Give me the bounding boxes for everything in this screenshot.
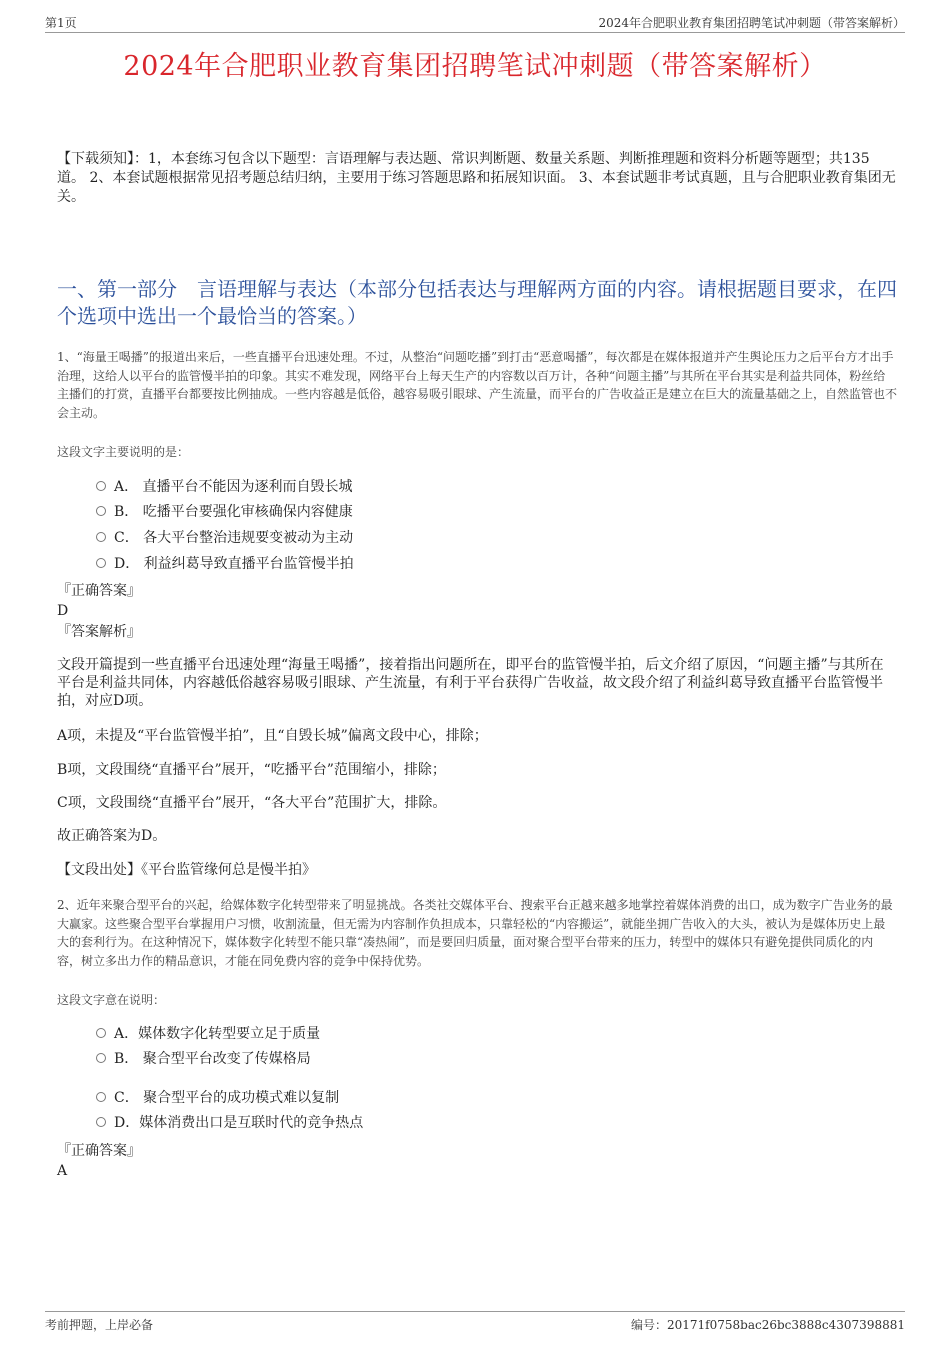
question-2-option-d[interactable]: D．媒体消费出口是互联时代的竞争热点 [96, 1113, 363, 1133]
radio-icon[interactable] [96, 1092, 106, 1102]
analysis-conclusion: 故正确答案为D。 [57, 828, 167, 844]
question-2-option-b[interactable]: B． 聚合型平台改变了传媒格局 [96, 1049, 311, 1069]
radio-icon[interactable] [96, 1028, 106, 1038]
radio-icon[interactable] [96, 481, 106, 491]
answer-value: D [57, 603, 69, 619]
analysis-option-c: C项，文段围绕“直播平台”展开，“各大平台”范围扩大，排除。 [57, 795, 447, 811]
radio-icon[interactable] [96, 1117, 106, 1127]
radio-icon[interactable] [96, 506, 106, 516]
analysis-label: 『答案解析』 [57, 624, 141, 640]
analysis-option-b: B项，文段围绕“直播平台”展开，“吃播平台”范围缩小，排除； [57, 762, 446, 778]
page-header [45, 14, 905, 33]
answer-label: 『正确答案』 [57, 1143, 141, 1159]
question-1-prompt: 这段文字主要说明的是： [57, 445, 190, 459]
question-1-option-a[interactable]: A． 直播平台不能因为逐利而自毁长城 [96, 477, 353, 497]
radio-icon[interactable] [96, 558, 106, 568]
question-1-text: 1、“海量王喝播”的报道出来后，一些直播平台迅速处理。不过，从整治“问题吃播”到打击“恶意喝播”，每次都是在媒体报道并产生舆论压力之后平台方才出手治理，这给人以平台的监管慢半拍的印象。其实不难发现，网络平台上每天生产的内容数以百万计，各种“问题主播”与其所在平台其实是利益共同体，粉丝给主播们的打赏，直播平台都要按比例抽成。一些内容越是低俗，越容易吸引眼球、产生流量，而平台的广告收益正是建立在巨大的流量基础之上，自然监管也不会主动。 [57, 350, 898, 420]
footer-code: 编号：20171f0758bac26bc3888c4307398881 [631, 1318, 905, 1332]
section-heading: 一、第一部分 言语理解与表达（本部分包括表达与理解两方面的内容。请根据题目要求，在四个选项中选出一个最恰当的答案。） [57, 277, 897, 328]
document-title: 2024年合肥职业教育集团招聘笔试冲刺题（带答案解析） [123, 51, 827, 82]
analysis-option-a: A项，未提及“平台监管慢半拍”，且“自毁长城”偏离文段中心，排除； [57, 728, 488, 744]
download-notice: 【下载须知】：1，本套练习包含以下题型：言语理解与表达题、常识判断题、数量关系题、判断推理题和资料分析题等题型；共135道。 2、本套试题根据常见招考题总结归纳，主要用于练习答题思路和拓展知识面。 3、本套试题非考试真题，且与合肥职业教育集团无关。 [57, 151, 896, 205]
answer-value: A [57, 1163, 68, 1179]
footer-slogan: 考前押题，上岸必备 [45, 1318, 154, 1332]
page-footer [45, 1311, 905, 1332]
question-1-option-b[interactable]: B． 吃播平台要强化审核确保内容健康 [96, 502, 353, 522]
analysis-text: 文段开篇提到一些直播平台迅速处理“海量王喝播”，接着指出问题所在，即平台的监管慢半拍，后文介绍了原因，“问题主播”与其所在平台是利益共同体，内容越低俗越容易吸引眼球、产生流量，有利于平台获得广告收益，故文段介绍了利益纠葛导致直播平台监管慢半拍，对应D项。 [57, 657, 884, 709]
question-2-option-c[interactable]: C． 聚合型平台的成功模式难以复制 [96, 1088, 339, 1108]
answer-label: 『正确答案』 [57, 583, 141, 599]
question-2-text: 2、近年来聚合型平台的兴起，给媒体数字化转型带来了明显挑战。各类社交媒体平台、搜索平台正越来越多地掌控着媒体消费的出口，成为数字广告业务的最大赢家。这些聚合型平台掌握用户习惯，收割流量，但无需为内容制作负担成本，只靠轻松的“内容搬运”，就能坐拥广告收入的大头，被认为是媒体历史上最大的套利行为。在这种情况下，媒体数字化转型不能只靠“凑热闹”，而是要回归质量，面对聚合型平台带来的压力，转型中的媒体只有避免提供同质化的内容，树立多出力作的精品意识，才能在同免费内容的竞争中保持优势。 [57, 898, 893, 968]
page-number: 第1页 [45, 16, 77, 30]
question-1-option-c[interactable]: C． 各大平台整治违规要变被动为主动 [96, 528, 353, 548]
header-doc-title: 2024年合肥职业教育集团招聘笔试冲刺题（带答案解析） [598, 16, 905, 30]
question-2-option-a[interactable]: A．媒体数字化转型要立足于质量 [96, 1024, 320, 1044]
question-1-option-d[interactable]: D． 利益纠葛导致直播平台监管慢半拍 [96, 554, 354, 574]
question-2-prompt: 这段文字意在说明： [57, 993, 166, 1007]
text-source: 【文段出处】《平台监管缘何总是慢半拍》 [57, 862, 316, 878]
radio-icon[interactable] [96, 1053, 106, 1063]
radio-icon[interactable] [96, 532, 106, 542]
